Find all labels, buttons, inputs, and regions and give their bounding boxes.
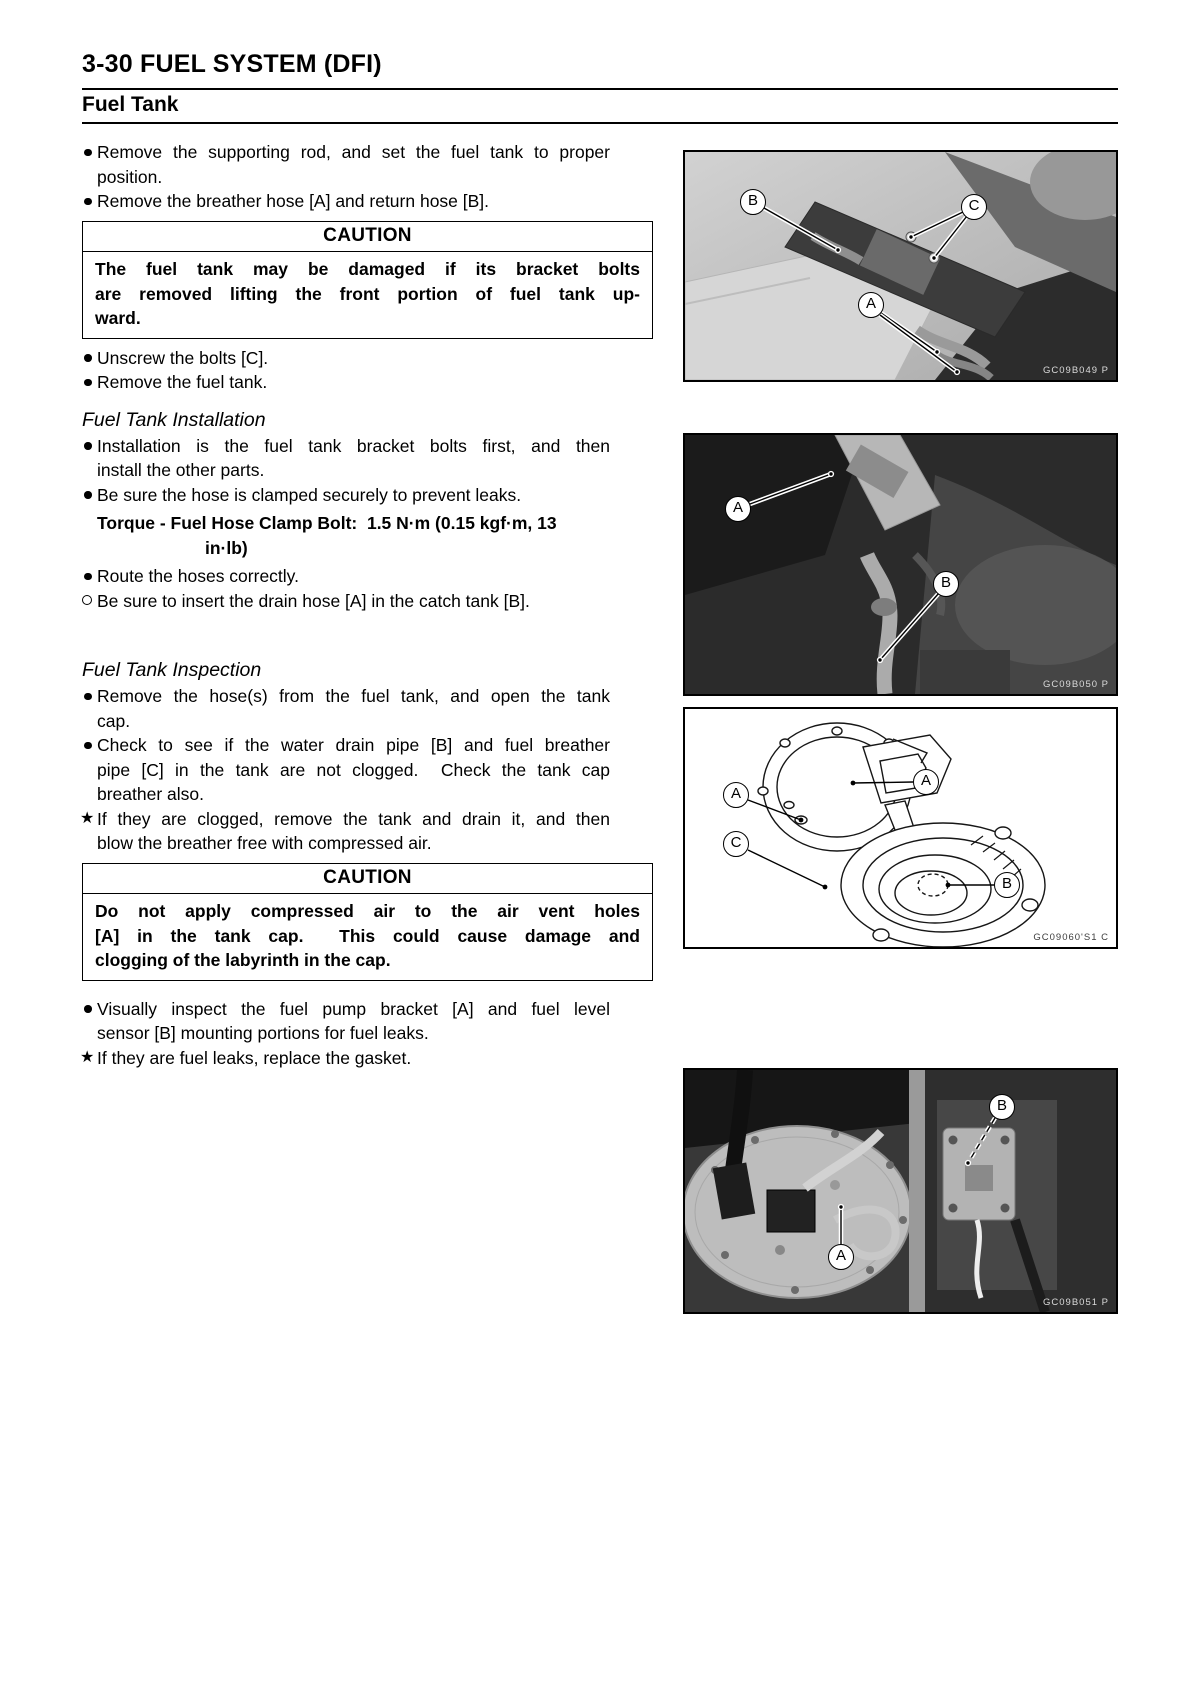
text-line: Unscrew the bolts [C]. xyxy=(97,347,269,368)
caution-title: CAUTION xyxy=(83,864,652,895)
leader-lines xyxy=(685,152,1116,380)
figure-label-B: B xyxy=(740,189,766,215)
figure-code: GC09B051 P xyxy=(1043,1297,1109,1308)
dot-bullet-marker xyxy=(84,149,92,157)
text-line: clogging of the labyrinth in the cap. xyxy=(95,950,391,970)
figure-drain-hose-photo xyxy=(683,433,1118,696)
bullet-item xyxy=(82,589,653,614)
bullet-item xyxy=(82,483,653,508)
bullet-item xyxy=(82,807,653,856)
figure-label-B: B xyxy=(933,571,959,597)
text-line: Installation is the fuel tank bracket bolts first, and then xyxy=(97,435,610,456)
content-column xyxy=(82,140,653,1070)
text-line: Be sure the hose is clamped securely to prevent leaks. xyxy=(97,484,522,505)
text-line: If they are clogged, remove the tank and drain it, and then xyxy=(97,808,610,829)
figure-label-C: C xyxy=(961,194,987,220)
text-line: in·lb) xyxy=(205,537,248,558)
figure-label-A: A xyxy=(858,292,884,318)
dot-bullet-marker xyxy=(84,1005,92,1013)
text-line: Remove the hose(s) from the fuel tank, and open the tank xyxy=(97,686,610,706)
dot-bullet-marker xyxy=(84,379,92,387)
text-line: Route the hoses correctly. xyxy=(97,566,299,586)
text-line: The fuel tank may be damaged if its bracket bolts xyxy=(95,259,640,279)
text-line: Do not apply compressed air to the air vent holes xyxy=(95,901,640,921)
bullet-item xyxy=(82,684,653,733)
text-line: If they are fuel leaks, replace the gasket. xyxy=(97,1047,412,1068)
figure-label-A: A xyxy=(913,769,939,795)
header-divider xyxy=(82,88,1118,90)
bullet-item xyxy=(82,434,653,483)
bullet-item xyxy=(82,140,653,189)
page-title: 3-30 FUEL SYSTEM (DFI) xyxy=(82,50,382,78)
text-line: Remove the breather hose [A] and return hose [B]. xyxy=(97,191,490,211)
torque-spec xyxy=(82,511,653,560)
figure-label-A: A xyxy=(725,496,751,522)
bullet-item xyxy=(82,370,653,395)
dot-bullet-marker xyxy=(84,442,92,450)
text-line: are removed lifting the front portion of fuel tank up- xyxy=(95,283,640,304)
caution-title: CAUTION xyxy=(83,222,652,253)
text-line: pipe [C] in the tank are not clogged. Check the tank cap xyxy=(97,759,610,780)
figure-label-A: A xyxy=(828,1244,854,1270)
text-line: Torque - Fuel Hose Clamp Bolt: 1.5 N·m (0.15 kgf·m, 13 xyxy=(97,513,557,533)
figure-label-B: B xyxy=(994,872,1020,898)
figure-code: GC09B050 P xyxy=(1043,679,1109,690)
figure-label-A: A xyxy=(723,782,749,808)
text-line: breather also. xyxy=(97,784,205,804)
leader-lines xyxy=(685,435,1116,694)
subsection-divider xyxy=(82,122,1118,124)
text-line: Visually inspect the fuel pump bracket [A] and fuel level xyxy=(97,998,610,1019)
caution-box xyxy=(82,863,653,981)
circle-bullet-marker xyxy=(82,595,92,605)
text-line: Be sure to insert the drain hose [A] in the catch tank [B]. xyxy=(97,590,530,611)
star-bullet-marker: ★ xyxy=(80,809,95,827)
procedure-heading: Fuel Tank Inspection xyxy=(82,659,262,681)
leader-lines xyxy=(685,1070,1116,1312)
figure-tank-cap-drawing xyxy=(683,707,1118,949)
leader-lines xyxy=(685,709,1116,947)
dot-bullet-marker xyxy=(84,354,92,362)
figure-code: GC09B049 P xyxy=(1043,365,1109,376)
dot-bullet-marker xyxy=(84,198,92,206)
bullet-item xyxy=(82,189,653,214)
text-line: blow the breather free with compressed air. xyxy=(97,833,432,853)
subsection-title: Fuel Tank xyxy=(82,93,179,116)
bullet-item xyxy=(82,564,653,589)
dot-bullet-marker xyxy=(84,742,92,750)
figure-label-B: B xyxy=(989,1094,1015,1120)
dot-bullet-marker xyxy=(84,491,92,499)
bullet-item xyxy=(82,1046,653,1071)
caution-box xyxy=(82,221,653,339)
bullet-item xyxy=(82,346,653,371)
dot-bullet-marker xyxy=(84,573,92,581)
text-line: install the other parts. xyxy=(97,460,265,480)
text-line: [A] in the tank cap. This could cause damage and xyxy=(95,925,640,946)
text-line: Remove the supporting rod, and set the fuel tank to proper xyxy=(97,142,610,162)
procedure-heading: Fuel Tank Installation xyxy=(82,408,266,431)
text-line: ward. xyxy=(95,308,141,328)
figure-label-C: C xyxy=(723,831,749,857)
text-line: sensor [B] mounting portions for fuel leaks. xyxy=(97,1023,429,1043)
bullet-item xyxy=(82,733,653,807)
text-line: Check to see if the water drain pipe [B] and fuel breather xyxy=(97,735,610,755)
text-line: cap. xyxy=(97,710,131,731)
bullet-item xyxy=(82,997,653,1046)
dot-bullet-marker xyxy=(84,693,92,701)
figure-fuel-tank-bracket-photo xyxy=(683,150,1118,382)
figure-code: GC09060'S1 C xyxy=(1033,932,1109,943)
caution-text xyxy=(83,894,652,980)
figure-fuel-pump-photo xyxy=(683,1068,1118,1314)
star-bullet-marker: ★ xyxy=(80,1048,95,1066)
text-line: Remove the fuel tank. xyxy=(97,372,268,392)
text-line: position. xyxy=(97,166,163,187)
caution-text xyxy=(83,252,652,338)
